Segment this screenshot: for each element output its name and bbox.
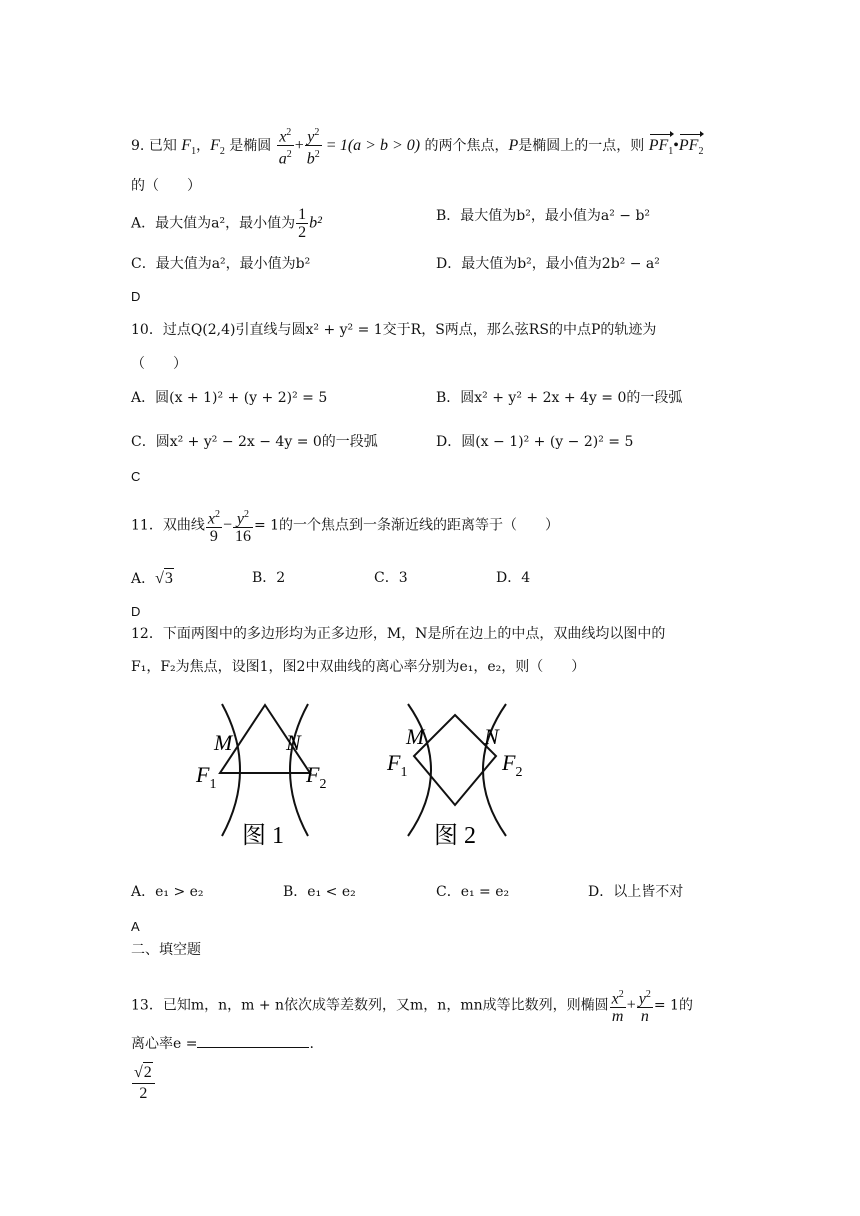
q12-option-b: B．e₁ < e₂ <box>283 884 356 900</box>
q12-line2: F₁，F₂为焦点，设图1，图2中双曲线的离心率分别为e₁，e₂，则（ ） <box>131 659 586 675</box>
q10-option-d: D．圆(x − 1)² + (y − 2)² = 5 <box>436 434 634 450</box>
q9-option-d: D．最大值为b²，最小值为2b² − a² <box>436 256 660 272</box>
q9-option-a: A．最大值为a²，最小值为 $\frac{1}{2}$ b² <box>131 206 322 241</box>
q11-line1: 11．双曲线 $\frac{x^2}{9}$ − $\frac{y^2}{16}$ = 1的一个焦点到一条渐近线的距离等于（ ） <box>131 506 559 545</box>
q10-line1: 10．过点Q(2,4)引直线与圆x² + y² = 1交于R，S两点，那么弦RS的中点P的轨迹为 <box>131 322 657 338</box>
q9-frac-x: $\frac{x^2}{a^2}$ <box>277 124 294 168</box>
q10-option-c: C．圆x² + y² − 2x − 4y = 0的一段弧 <box>131 434 378 450</box>
q11-option-c: C．3 <box>374 570 408 586</box>
fig1-hyperbola-left <box>222 704 240 836</box>
fig2-caption: 图 2 <box>434 823 476 849</box>
q10-option-a: A．圆(x + 1)² + (y + 2)² = 5 <box>131 390 328 406</box>
q9-line2: 的（ ） <box>131 178 201 194</box>
q13-answer: $\frac{√2}{2}$ <box>131 1062 156 1104</box>
fig2-label-m: M <box>406 724 425 749</box>
fig2-label-f2: $F_2$ <box>502 750 523 780</box>
fig1-label-f2: $F_2$ <box>306 762 327 792</box>
q12-answer: A <box>131 919 140 934</box>
q9-frac-y: $\frac{y^2}{b^2}$ <box>305 124 322 168</box>
q12-option-d: D．以上皆不对 <box>588 884 684 900</box>
q9-text-mid2: 是椭圆上的一点，则 <box>518 137 645 154</box>
q9-number: 9 <box>131 137 140 154</box>
q11-frac-x: $\frac{x^2}{9}$ <box>206 506 222 545</box>
q11-option-b: B．2 <box>252 570 286 586</box>
q9-vector-pf2: $PF_2$ <box>679 136 704 162</box>
fig1-caption: 图 1 <box>242 823 284 849</box>
fig2-label-f1: $F_1$ <box>387 750 408 780</box>
q9-option-b: B．最大值为b²，最小值为a² − b² <box>436 208 651 224</box>
fig1-label-m: M <box>214 730 233 755</box>
q13-line2: 离心率e = . <box>131 1033 314 1054</box>
q13-frac-y: $\frac{y^2}{n}$ <box>637 986 653 1025</box>
q9-text-pre2: 是椭圆 <box>229 137 272 154</box>
q10-option-b: B．圆x² + y² + 2x + 4y = 0的一段弧 <box>436 390 683 406</box>
q11-frac-y: $\frac{y^2}{16}$ <box>233 506 253 545</box>
q12-option-c: C．e₁ = e₂ <box>436 884 510 900</box>
fig1-label-f1: $F_1$ <box>196 762 217 792</box>
section-heading: 二、填空题 <box>131 942 201 958</box>
q13-frac-x: $\frac{x^2}{m}$ <box>610 986 626 1025</box>
q12-option-a: A．e₁ > e₂ <box>131 884 204 900</box>
figure-1 <box>190 700 340 850</box>
q9-answer: D <box>131 289 141 304</box>
q11-option-a: A．√3 <box>131 570 173 587</box>
q10-line2: （ ） <box>131 356 187 372</box>
q9-option-c: C．最大值为a²，最小值为b² <box>131 256 311 272</box>
q9-line1: 9. 已知 $F_1$，$F_2$ 是椭圆 $\frac{x^2}{a^2}$ + $\frac{y^2}{b^2}$ = 1(a > b > 0) 的两个焦点，P是椭圆上的一点，则 $PF_1•PF_2$ <box>131 124 703 168</box>
q11-option-d: D．4 <box>496 570 531 586</box>
q13-line1: 13．已知m，n，m + n依次成等差数列，又m，n，mn成等比数列，则椭圆 $\frac{x^2}{m}$ + $\frac{y^2}{n}$ = 1的 <box>131 986 693 1025</box>
fig2-label-n: N <box>484 724 499 749</box>
q9-vector-pf1: $PF_1$ <box>649 136 674 162</box>
q10-answer: C <box>131 469 141 484</box>
q9-text-mid: 的两个焦点， <box>424 137 509 154</box>
figure-2 <box>382 700 532 850</box>
fig1-label-n: N <box>286 730 301 755</box>
q9-text-pre1: 已知 <box>148 137 177 154</box>
q9-condition: 1(a > b > 0) <box>339 136 421 154</box>
q13-answer-blank[interactable] <box>197 1033 309 1048</box>
q11-answer: D <box>131 604 141 619</box>
q12-line1: 12．下面两图中的多边形均为正多边形，M，N是所在边上的中点，双曲线均以图中的 <box>131 626 666 642</box>
